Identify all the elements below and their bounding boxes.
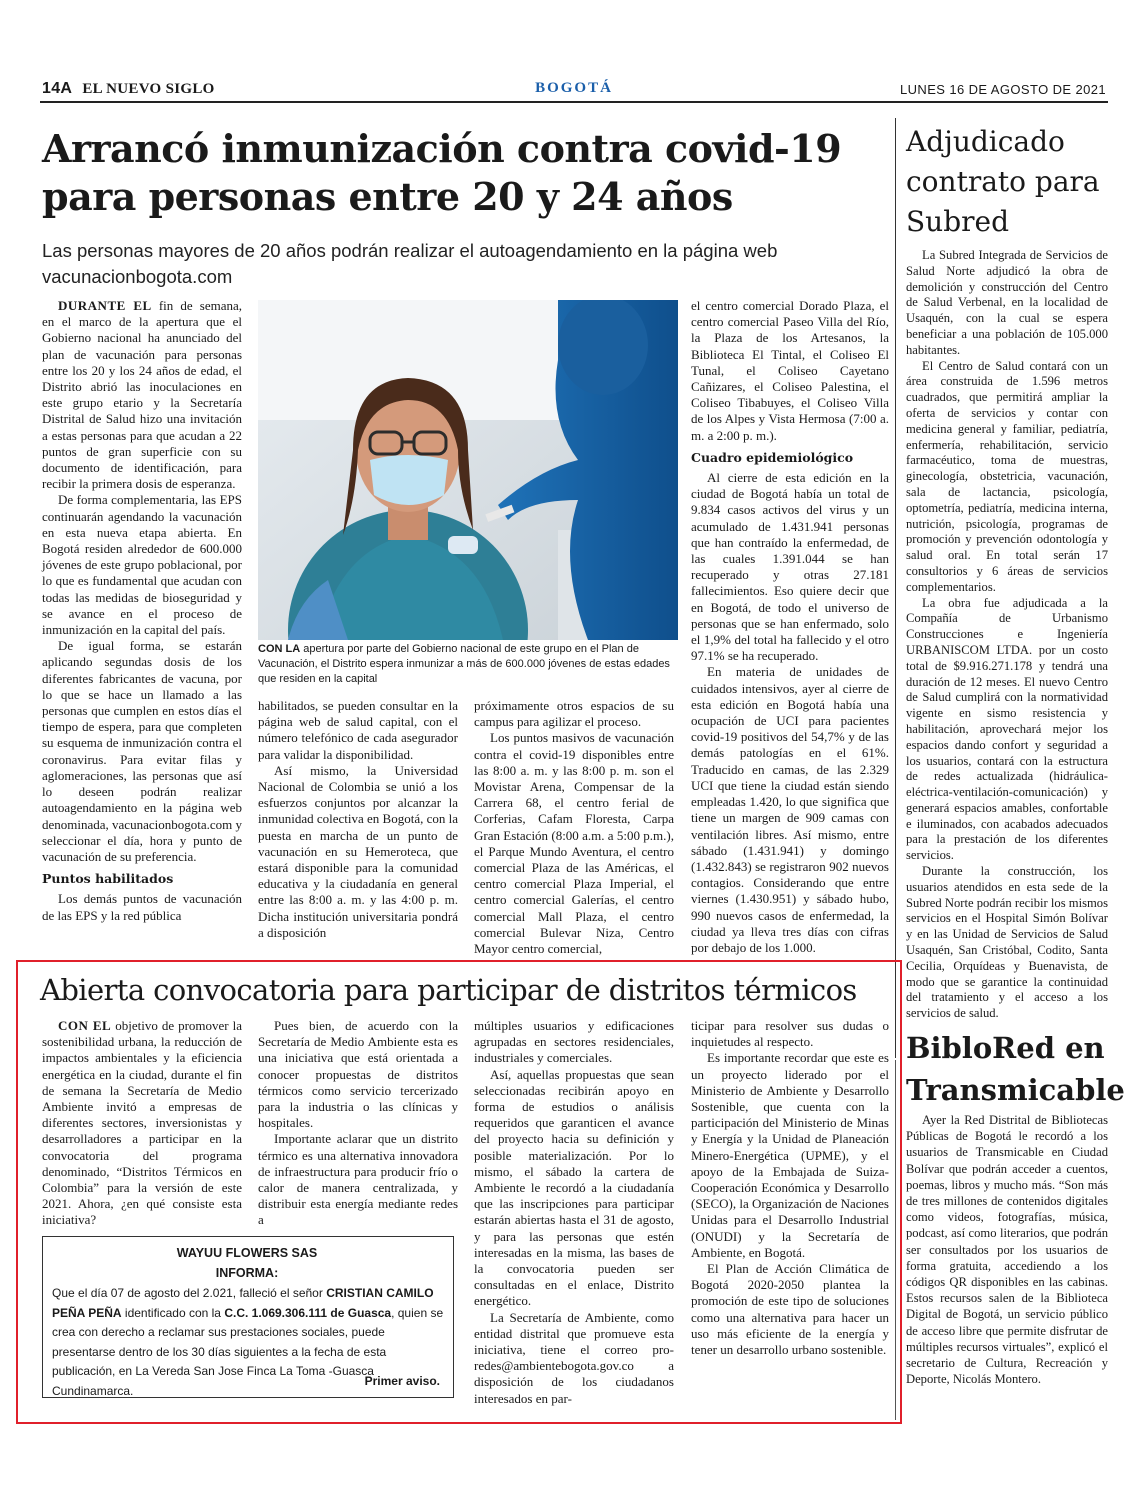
- paragraph: Es importante recordar que este es un proyecto liderado por el Ministerio de Ambiente y Desarrollo Sostenible, que cuenta con la participación del Ministerio de Minas y Energía y la Unidad de Planeación Minero-Energética (UPME), y el apoyo de la Embajada de Suiza-Cooperación Económica y Desarrollo (SECO), la Organización de Naciones Unidas para el Desarrollo Industrial (ONUDI) y la Secretaría de Ambiente, en Bogotá.: [691, 1050, 889, 1260]
- paragraph: Así, aquellas propuestas que sean seleccionadas recibirán apoyo en forma de estudios o análisis requeridos que garanticen el avance del proyecto hacia su definición y posible materialización. Por lo mismo, el sábado la cartera de Ambiente le recordó a la ciudadanía que las inscripciones para participar estarán abiertas hasta el 31 de agosto, y para las personas que estén interesadas en la misma, las bases de la convocatoria pueden ser consultadas en el enlace, Distrito energético.: [474, 1066, 674, 1309]
- vaccination-photo-illustration: [258, 300, 678, 640]
- notice-company: WAYUU FLOWERS SAS: [176, 1246, 318, 1260]
- deceased-name: CRISTIAN CAMILO PEÑA PEÑA: [52, 1286, 434, 1320]
- paragraph: habilitados, se pueden consultar en la página web de salud capital, con el número telefónico de cada asegurador para validar la disponibilidad.: [258, 698, 458, 762]
- subheading: Cuadro epidemiológico: [691, 449, 854, 465]
- sidebar-headline-2: BibloRed en Transmicable: [906, 1031, 1125, 1107]
- paragraph: CON EL objetivo de promover la sostenibilidad urbana, la reducción de impactos ambientales y la eficiencia energética en la ciudad, durante el fin de semana la Secretaría de Medio Ambiente invitó a empresas de diferentes sectores, inversionistas y desarrolladores a participar en la convocatoria del programa denominado, “Distritos Térmicos en Colombia” para la versión de este 2021. Ahora, ¿en qué consiste esta iniciativa?: [42, 1018, 242, 1228]
- notice-informa: INFORMA:: [215, 1266, 279, 1280]
- paragraph: DURANTE EL fin de semana, en el marco de la apertura que el Gobierno nacional ha anunciado del plan de vacunación para personas entre los 20 y los 24 años de edad, el Distrito abrió las inoculaciones en este grupo etario y la Secretaría Distrital de Salud hizo una invitación a estas personas para que acudan a 22 puntos de gran superficie con su documento de identificación, para recibir la primera dosis de esperanza.: [42, 298, 242, 492]
- boxed-headline: Abierta convocatoria para participar de distritos térmicos: [40, 973, 857, 1007]
- paragraph: De forma complementaria, las EPS continuarán agendando la vacunación en esta nueva etapa abierta. En Bogotá residen alrededor de 600.000 jóvenes de este grupo poblacional, por lo que es fundamental que acudan con todas las medidas de bioseguridad y se avance en el proceso de inmunización en la capital del país.: [42, 492, 242, 638]
- main-subheadline: Las personas mayores de 20 años podrán realizar el autoagendamiento en la página web vacunacionbogota.com: [42, 240, 778, 287]
- article-photo: [258, 300, 678, 640]
- notice-footer: Primer aviso.: [364, 1374, 440, 1388]
- main-col-1: [42, 298, 242, 924]
- boxed-col-1: [42, 1018, 242, 1229]
- paragraph: el centro comercial Dorado Plaza, el centro comercial Paseo Villa del Río, la Plaza de los Artesanos, la Biblioteca El Tintal, el Coliseo El Tunal, el Coliseo Cayetano Cañizares, el Coliseo Palestina, el Coliseo Tibabuyes, el Coliseo Villa de los Alpes y Vista Hermosa (7:00 a. m. a 2:00 p. m.).: [691, 298, 889, 443]
- boxed-col-4: [691, 1018, 889, 1358]
- issue-date: LUNES 16 DE AGOSTO DE 2021: [900, 82, 1106, 97]
- newspaper-name: EL NUEVO SIGLO: [82, 81, 215, 97]
- page-number: 14A: [42, 80, 73, 97]
- sidebar-headline: Adjudicado contrato para Subred: [906, 125, 1100, 238]
- paragraph: ticipar para resolver sus dudas o inquietudes al respecto.: [691, 1018, 889, 1050]
- boxed-col-2: [258, 1018, 458, 1229]
- main-headline: Arrancó inmunización contra covid-19 para personas entre 20 y 24 años: [42, 126, 842, 219]
- lead-in: DURANTE EL: [58, 298, 152, 313]
- main-col-2: [258, 698, 458, 941]
- photo-caption: CON LA apertura por parte del Gobierno nacional de este grupo en el Plan de Vacunación, el Distrito espera inmunizar a más de 600.000 jóvenes de estas edades que residen en la capital: [258, 643, 670, 685]
- sidebar-article-2: [906, 1112, 1108, 1387]
- paragraph: Pues bien, de acuerdo con la Secretaría de Medio Ambiente esta es una iniciativa que está orientada a conocer propuestas de distritos térmicos como servicio tercerizado para la industria o las clínicas y hospitales.: [258, 1018, 458, 1131]
- sidebar-article-1: [906, 248, 1108, 1022]
- paragraph: próximamente otros espacios de su campus para agilizar el proceso.: [474, 698, 674, 730]
- paragraph: El Plan de Acción Climática de Bogotá 2020-2050 plantea la promoción de este tipo de soluciones como una alternativa para hacer un uso más eficiente de la energía y tener un desarrollo urbano sostenible.: [691, 1261, 889, 1358]
- boxed-col-3: [474, 1018, 674, 1407]
- paragraph: La Subred Integrada de Servicios de Salud Norte adjudicó la obra de demolición y construcción del Centro de Salud Verbenal, en la localidad de Usaquén, con la cual se espera beneficiar a una población de 105.000 habitantes.: [906, 248, 1108, 357]
- notice-body: Que el día 07 de agosto del 2.021, falleció el señor CRISTIAN CAMILO PEÑA PEÑA identificado con la C.C. 1.069.306.111 de Guasca, quien se crea con derecho a reclamar sus prestaciones sociales, puede presentarse dentro de los 30 días siguientes a la fecha de esta publicación, en La Vereda San Jose Finca La Toma -Guasca Cundinamarca.: [52, 1286, 444, 1398]
- caption-lead: CON LA: [258, 643, 301, 655]
- main-col-4: [691, 298, 889, 956]
- section-name: BOGOTÁ: [535, 80, 613, 96]
- paragraph: El Centro de Salud contará con un área construida de 1.596 metros cuadrados, que permitirá ampliar la oferta de servicios y contar con medicina general y familiar, pediatría, enfermería, rehabilitación, servicio farmacéutico, toma de muestras, ginecología, obstetricia, vacunación, sala de lactancia, psicología, optometría, pediatría, medicina interna, nutrición, psicología, programas de promoción y prevención odontología y salud oral. En total serán 17 consultorios y 6 áreas de servicios complementarios.: [906, 358, 1108, 594]
- paragraph: Ayer la Red Distrital de Bibliotecas Públicas de Bogotá le recordó a los usuarios de Transmicable en Ciudad Bolívar que podrán acceder a cuentos, poemas, libros y mucho más. “Son más de tres millones de contenidos digitales como videos, fotografías, música, podcast, así como literarios, que podrán ser consultados por los usuarios de forma gratuita, accediendo a los códigos QR disponibles en las cabinas. Estos recursos salen de la Biblioteca Digital de Bogotá, un servicio público de acceso libre que permite disfrutar de múltiples recursos virtuales”, explicó el secretario de Cultura, Recreación y Deporte, Nicolás Montero.: [906, 1113, 1108, 1387]
- subheading: Puntos habilitados: [42, 871, 174, 887]
- notice-header: [42, 1243, 452, 1283]
- paragraph: Al cierre de esta edición en la ciudad de Bogotá había un total de 9.834 casos activos del virus y un acumulado de 1.431.941 personas que han contraído la enfermedad, de las cuales 1.391.044 se han recuperado y otras 27.181 fallecimientos. Eso quiere decir que en Bogotá, de todo el universo de personas que se han enfermado, solo el 1,9% del total ha fallecido y el otro 97.1% se ha recuperado.: [691, 470, 889, 664]
- paragraph: Importante aclarar que un distrito térmico es una alternativa innovadora de infraestructura para producir frío o calor de manera centralizada, y distribuir esta energía mediante redes a: [258, 1131, 458, 1228]
- header-rule: [40, 101, 1108, 103]
- paragraph: Así mismo, la Universidad Nacional de Colombia se unió a los esfuerzos conjuntos por alcanzar la inmunidad colectiva en Bogotá, con la puesta en marcha de un punto de vacunación en su Hemeroteca, que estará disponible para la comunidad educativa y la ciudadanía en general entre las 8:00 a. m. y las 4:00 p. m. Dicha institución universitaria pondrá a disposición: [258, 762, 458, 940]
- lead-in: CON EL: [58, 1018, 112, 1033]
- paragraph: De igual forma, se estarán aplicando segundas dosis de los diferentes fabricantes de vacuna, por lo que se hace un llamado a las personas que cumplen en estos días el tiempo de espera, para que completen su esquema de inmunización contra el coronavirus. Para evitar filas y aglomeraciones, las personas que así lo deseen podrán realizar autoagendamiento en la página web denominada, vacunacionbogota.com y seleccionar el día, hora y punto de vacunación de su preferencia.: [42, 638, 242, 864]
- paragraph: Durante la construcción, los usuarios atendidos en esta sede de la Subred Norte podrán recibir los mismos servicios en el Hospital Simón Bolívar y en las Unidad de Servicios de Salud Usaquén, San Cristóbal, Codito, Santa Cecilia, Orquídeas y Buenavista, de modo que se garantice la continuidad del tratamiento y el acceso a los servicios de salud.: [906, 864, 1108, 1021]
- paragraph: La obra fue adjudicada a la Compañía de Urbanismo Construcciones e Ingeniería URBANISCOM LTDA. por un costo total de $9.916.271.178 y tendrá una duración de 12 meses. El nuevo Centro de Salud cumplirá con la normatividad vigente en sismo resistencia y habilitación, aprovechará mejor los espacios dando confort y seguridad a los usuarios, contará con la estructura de redes actualizada (hidráulica-eléctrica-ventilación-comunicación) y generará espacios amables, confortable e iluminados, con acabados adecuados para la prestación de los diferentes servicios.: [906, 595, 1108, 863]
- paragraph: En materia de unidades de cuidados intensivos, ayer al cierre de esta edición en Bogotá había una ocupación de UCI para pacientes covid-19 positivos del 54,7% y de las demás patologías en el 61%. Traducido en camas, de las 2.329 UCI que tiene la ciudad están siendo empleadas 1.420, lo que significa que tiene un margen de 909 camas con ventilación libres. Así mismo, entre sábado (1.431.941) y domingo (1.432.843) se registraron 902 nuevos contagios. Considerando que entre viernes (1.430.951) y sábado hubo, 990 nuevos casos de enfermedad, la ciudad ya lleva tres días con cifras por debajo de los 1.000.: [691, 664, 889, 955]
- paragraph: Los demás puntos de vacunación de las EPS y la red pública: [42, 891, 242, 923]
- paragraph: La Secretaría de Ambiente, como entidad distrital que promueve esta iniciativa, tiene el correo pro-redes@ambientebogota.gov.co a disposición de los ciudadanos interesados en par-: [474, 1309, 674, 1406]
- sidebar-divider: [895, 118, 896, 1058]
- paragraph: múltiples usuarios y edificaciones agrupadas en sectores residenciales, industriales y comerciales.: [474, 1018, 674, 1066]
- paragraph: Los puntos masivos de vacunación contra el covid-19 disponibles entre las 8:00 a. m. y las 8:00 p. m. son el Movistar Arena, Compensar de la Carrera 68, el centro ferial de Corferias, Cafam Floresta, Carpa Gran Estación (8:00 a.m. a 5:00 p.m.), el Parque Mundo Aventura, el centro comercial Plaza de las Américas, el centro comercial Plaza Imperial, el centro comercial Galerías, el centro comercial Mall Plaza, el centro comercial Bulevar Niza, Centro Mayor centro comercial,: [474, 730, 674, 957]
- id-number: C.C. 1.069.306.111 de Guasca: [224, 1305, 392, 1320]
- main-col-3: [474, 698, 674, 957]
